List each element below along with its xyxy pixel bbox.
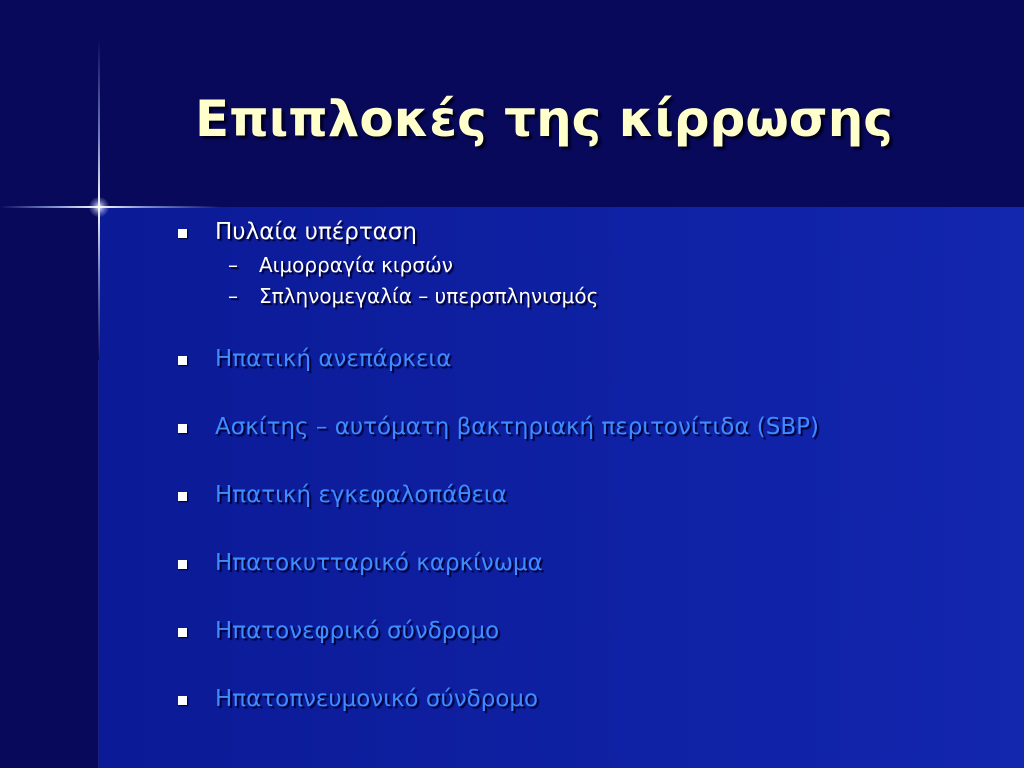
sub-bullet-dash: – (228, 284, 238, 308)
bullet-square-icon (178, 492, 187, 501)
bullet-square-icon (178, 628, 187, 637)
slide-title: Επιπλοκές της κίρρωσης (195, 90, 893, 148)
sub-bullet-text: Σπληνομεγαλία – υπερσπληνισμός (259, 284, 599, 308)
panel-edge-line (98, 360, 99, 768)
bullet-item-text: Πυλαία υπέρταση (215, 219, 417, 245)
bullet-square-icon (178, 560, 187, 569)
bullet-square-icon (178, 356, 187, 365)
bullet-square-icon (178, 229, 187, 238)
sparkle-star-icon (89, 197, 109, 217)
sub-bullet-dash: – (228, 253, 238, 277)
bullet-item-text: Ηπατονεφρικό σύνδρομο (215, 618, 500, 644)
bullet-square-icon (178, 696, 187, 705)
bullet-item-text: Ασκίτης – αυτόματη βακτηριακή περιτονίτιδα (SBP) (215, 414, 819, 440)
bullet-square-icon (178, 424, 187, 433)
bullet-item-text: Ηπατοκυτταρικό καρκίνωμα (215, 550, 543, 576)
sparkle-horizontal-ray (0, 206, 220, 208)
sub-bullet-text: Αιμορραγία κιρσών (259, 253, 453, 277)
bullet-item-text: Ηπατοπνευμονικό σύνδρομο (215, 686, 539, 712)
bullet-item-text: Ηπατική εγκεφαλοπάθεια (215, 482, 507, 508)
bullet-item-text: Ηπατική ανεπάρκεια (215, 346, 452, 372)
